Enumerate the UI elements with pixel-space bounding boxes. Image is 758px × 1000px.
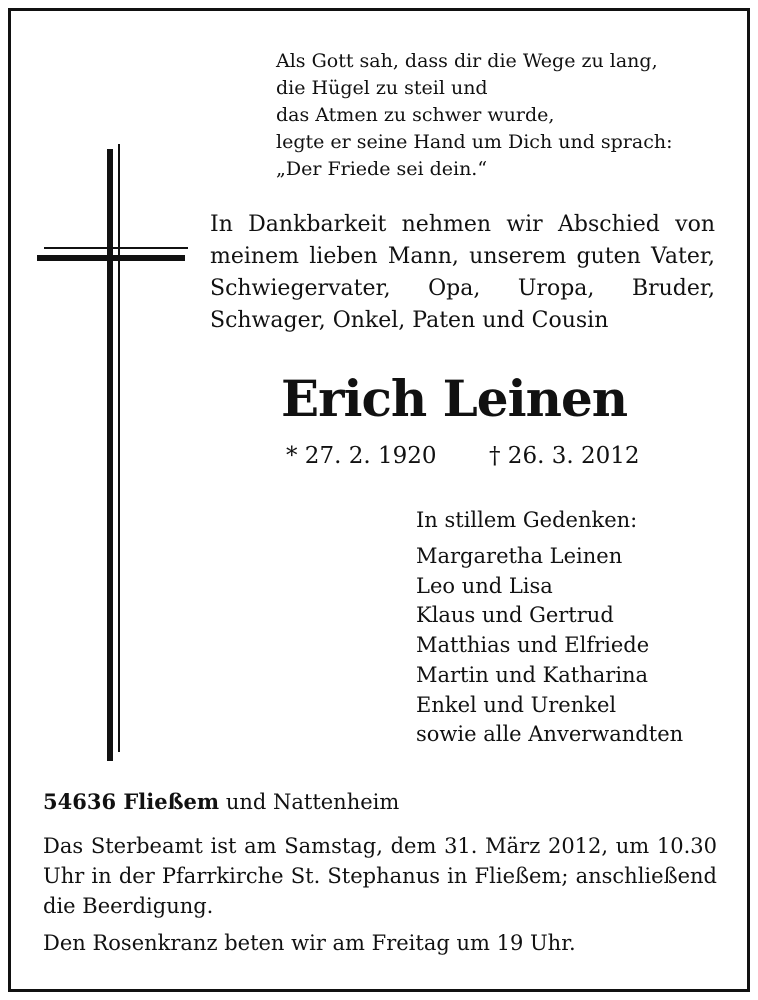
poem xyxy=(276,48,726,183)
list-item: Leo und Lisa xyxy=(416,573,553,598)
memory-heading: In stillem Gedenken: xyxy=(416,508,638,532)
rosary-info: Den Rosenkranz beten wir am Freitag um 19 Uhr. xyxy=(43,931,576,955)
cross-horizontal-line xyxy=(44,247,188,249)
obituary-notice xyxy=(8,8,750,992)
deceased-name: Erich Leinen xyxy=(281,369,628,428)
cross-vertical-bar xyxy=(107,149,113,761)
list-item: Margaretha Leinen xyxy=(416,544,623,568)
funeral-info: Das Sterbeamt ist am Samstag, dem 31. März 2012, um 10.30 Uhr in der Pfarrkirche St. Stephanus in Fließem; anschließend die Beerdigung. xyxy=(43,834,717,918)
location-rest: und Nattenheim xyxy=(219,790,400,814)
list-item: Enkel und Urenkel xyxy=(416,692,617,717)
poem-line: „Der Friede sei dein.“ xyxy=(276,158,488,180)
poem-line: das Atmen zu schwer wurde, xyxy=(276,104,555,126)
cross-vertical-line xyxy=(118,144,120,752)
birth-date: * 27. 2. 1920 xyxy=(286,443,437,469)
location xyxy=(43,789,399,814)
list-item: Klaus und Gertrud xyxy=(416,603,614,628)
intro-text: In Dankbarkeit nehmen wir Abschied von meinem lieben Mann, unserem guten Vater, Schwiegervater, Opa, Uropa, Bruder, Schwager, Onkel, Paten und Cousin xyxy=(210,212,715,333)
list-item: Matthias und Elfriede xyxy=(416,633,650,658)
cross-horizontal-bar xyxy=(37,255,185,261)
poem-line: die Hügel zu steil und xyxy=(276,77,488,99)
poem-line: Als Gott sah, dass dir die Wege zu lang, xyxy=(276,50,658,72)
death-date: † 26. 3. 2012 xyxy=(489,443,640,469)
list-item: sowie alle Anverwandten xyxy=(416,722,684,747)
poem-line: legte er seine Hand um Dich und sprach: xyxy=(276,131,673,153)
list-item: Martin und Katharina xyxy=(416,662,649,687)
location-city: 54636 Fließem xyxy=(43,789,220,814)
mourners-list xyxy=(416,542,683,750)
